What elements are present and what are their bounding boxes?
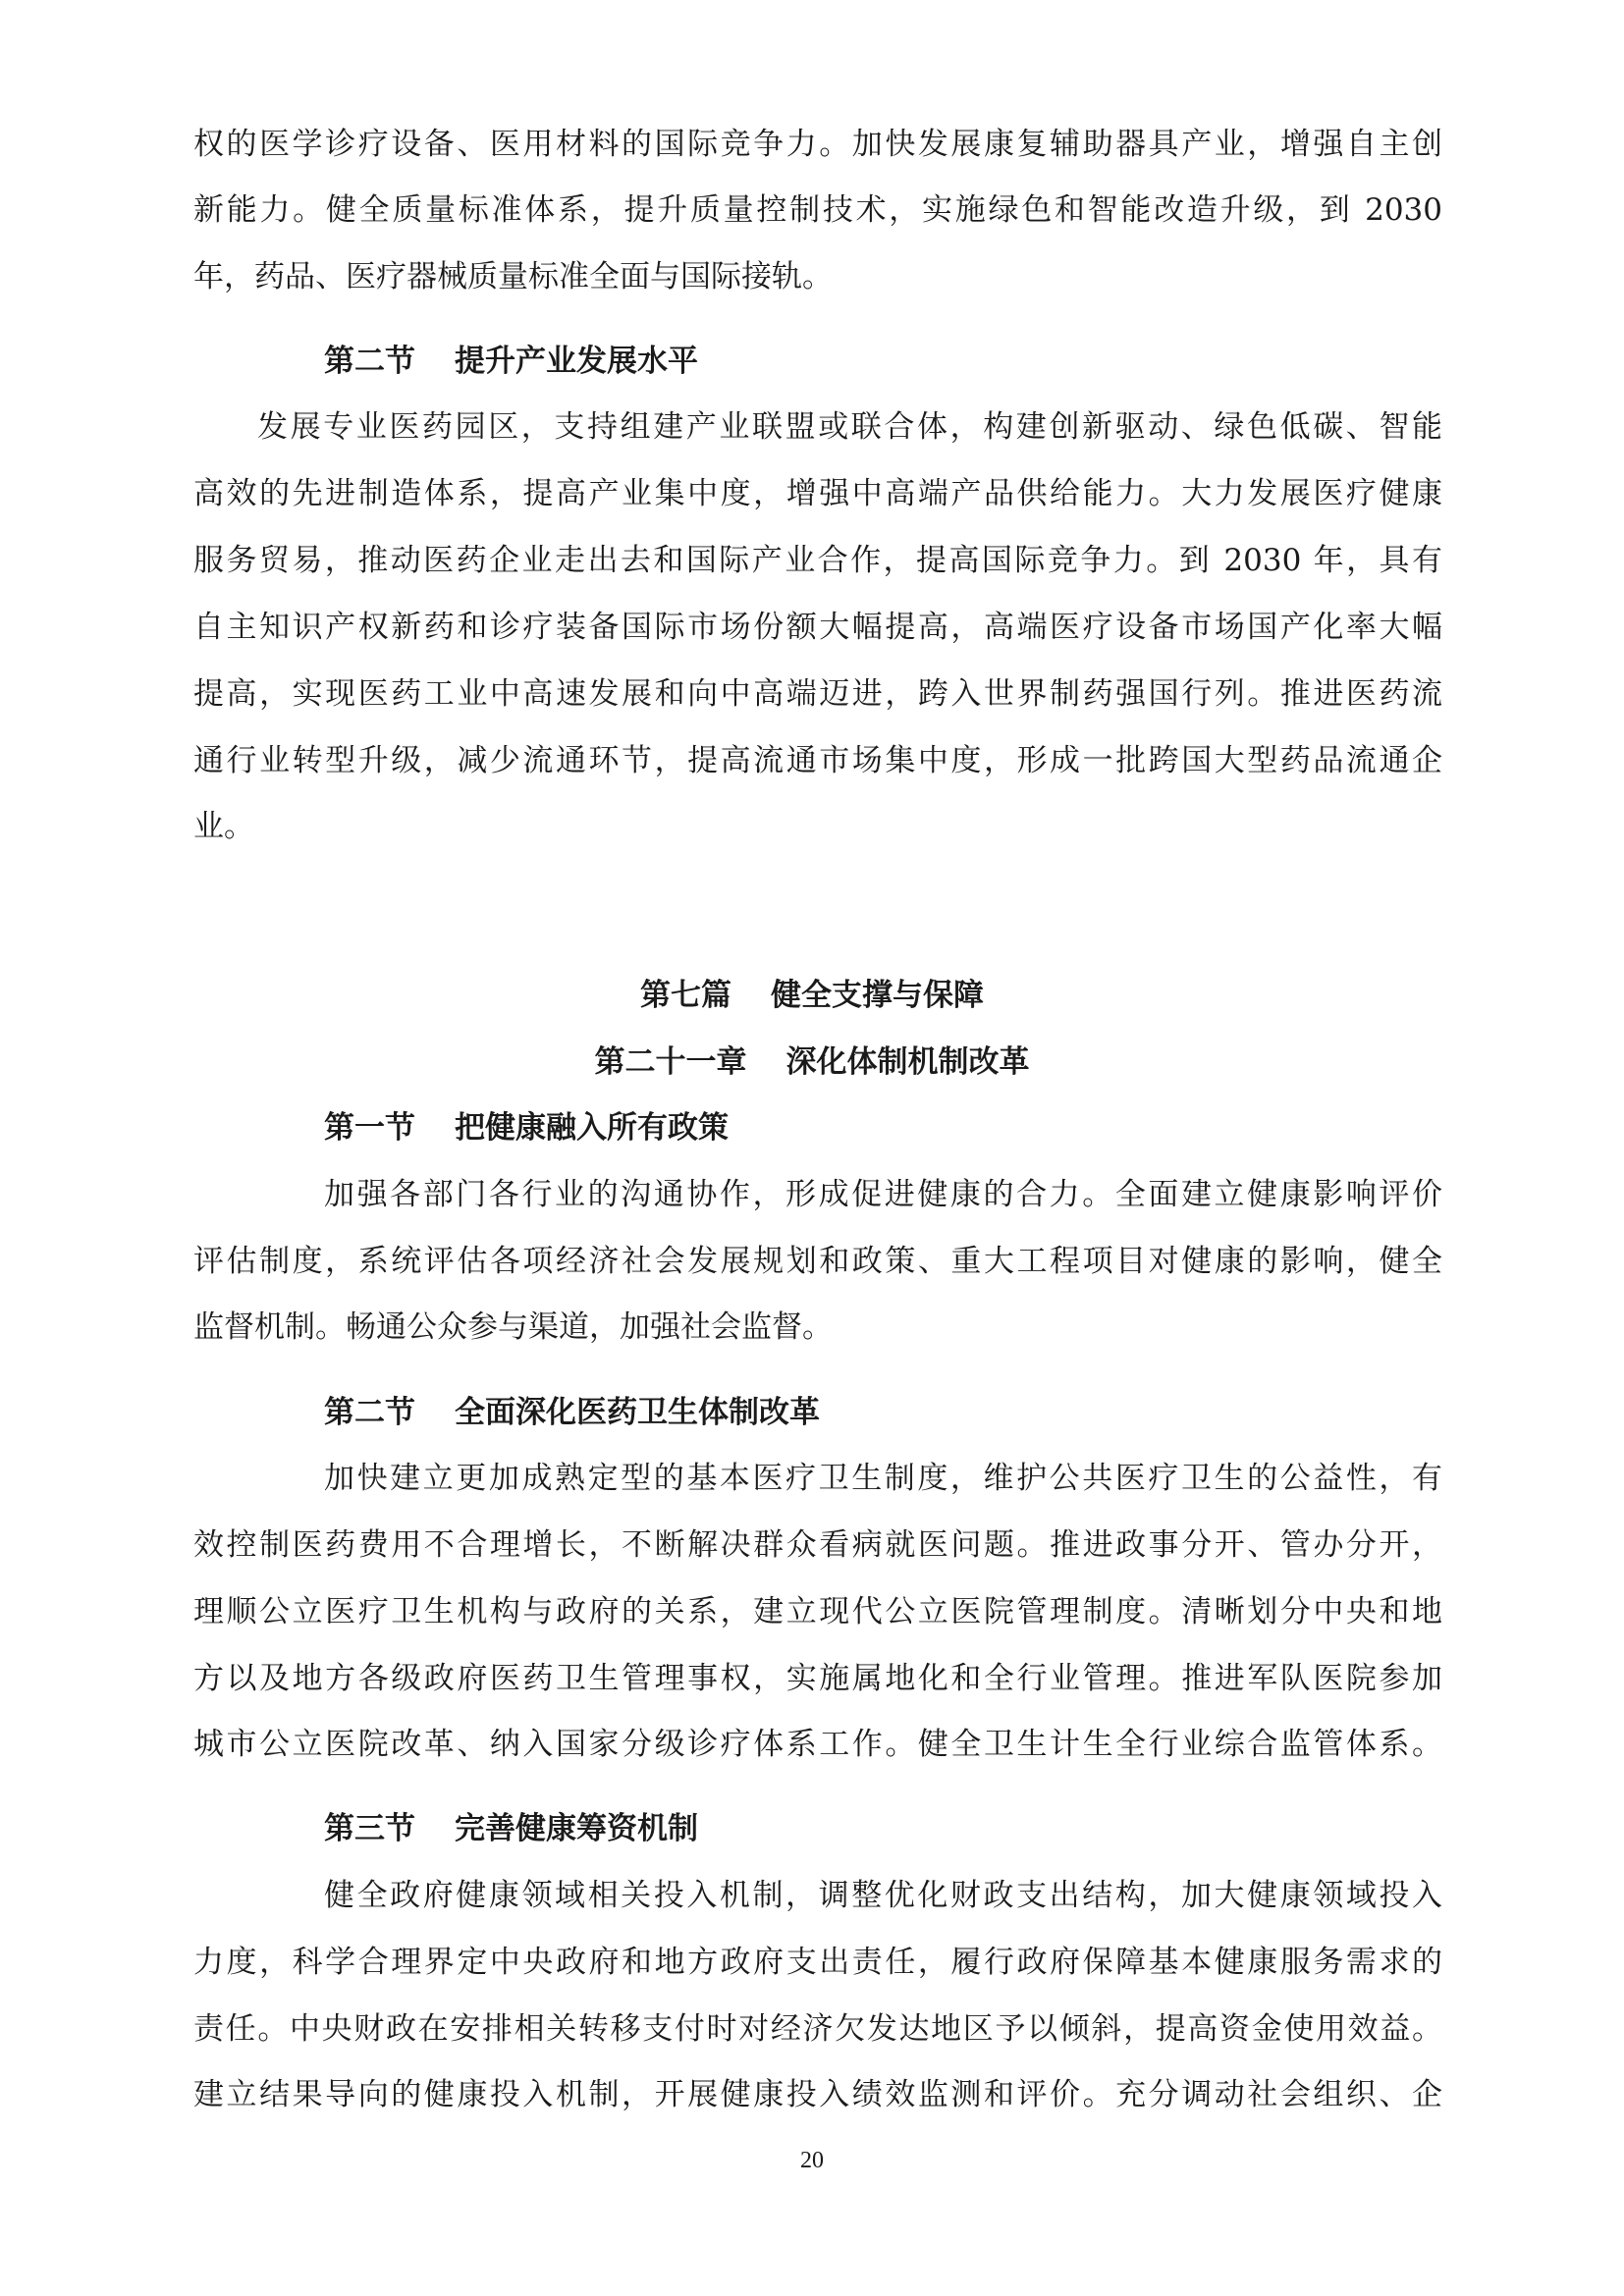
paragraph-line: 力度，科学合理界定中央政府和地方政府支出责任，履行政府保障基本健康服务需求的 [193, 1945, 1442, 1980]
paragraph-line: 权的医学诊疗设备、医用材料的国际竞争力。加快发展康复辅助器具产业，增强自主创 [193, 127, 1442, 162]
section-heading-reform [324, 1393, 820, 1432]
paragraph-line: 城市公立医院改革、纳入国家分级诊疗体系工作。健全卫生计生全行业综合监管体系。 [193, 1727, 1442, 1762]
paragraph-line: 加强各部门各行业的沟通协作，形成促进健康的合力。全面建立健康影响评价 [324, 1177, 1442, 1212]
section-heading-industry [324, 342, 698, 381]
paragraph-line: 业。 [193, 809, 254, 844]
section-number: 第一节 [324, 1110, 415, 1146]
paragraph-line: 年，药品、医疗器械质量标准全面与国际接轨。 [193, 259, 833, 294]
page-number: 20 [800, 2148, 824, 2173]
section-title: 提升产业发展水平 [455, 344, 698, 379]
paragraph-line: 方以及地方各级政府医药卫生管理事权，实施属地化和全行业管理。推进军队医院参加 [193, 1661, 1442, 1696]
paragraph-line: 提高，实现医药工业中高速发展和向中高端迈进，跨入世界制药强国行列。推进医药流 [193, 676, 1442, 712]
chapter-title: 深化体制机制改革 [785, 1044, 1030, 1080]
paragraph-line: 自主知识产权新药和诊疗装备国际市场份额大幅提高，高端医疗设备市场国产化率大幅 [193, 610, 1442, 645]
section-heading-funding [324, 1809, 698, 1848]
section-title: 把健康融入所有政策 [455, 1110, 729, 1146]
chapter-number: 第二十一章 [594, 1044, 747, 1080]
section-number: 第二节 [324, 1395, 415, 1430]
paragraph-line: 服务贸易，推动医药企业走出去和国际产业合作，提高国际竞争力。到 2030 年，具有 [193, 543, 1442, 578]
paragraph-line: 理顺公立医疗卫生机构与政府的关系，建立现代公立医院管理制度。清晰划分中央和地 [193, 1594, 1442, 1629]
chapter-heading [0, 1042, 1624, 1082]
section-number: 第三节 [324, 1811, 415, 1846]
section-title: 完善健康筹资机制 [455, 1811, 698, 1846]
paragraph-line: 评估制度，系统评估各项经济社会发展规划和政策、重大工程项目对健康的影响，健全 [193, 1244, 1442, 1279]
section-number: 第二节 [324, 344, 415, 379]
paragraph-line: 新能力。健全质量标准体系，提升质量控制技术，实施绿色和智能改造升级，到 2030 [193, 192, 1442, 228]
part-title: 健全支撑与保障 [771, 978, 984, 1013]
paragraph-line: 效控制医药费用不合理增长，不断解决群众看病就医问题。推进政事分开、管办分开， [193, 1527, 1442, 1563]
paragraph-line: 通行业转型升级，减少流通环节，提高流通市场集中度，形成一批跨国大型药品流通企 [193, 743, 1442, 778]
section-heading-policy [324, 1108, 729, 1148]
paragraph-line: 加快建立更加成熟定型的基本医疗卫生制度，维护公共医疗卫生的公益性，有 [324, 1461, 1442, 1496]
paragraph-line: 健全政府健康领域相关投入机制，调整优化财政支出结构，加大健康领域投入 [324, 1878, 1442, 1913]
paragraph-line: 责任。中央财政在安排相关转移支付时对经济欠发达地区予以倾斜，提高资金使用效益。 [193, 2011, 1442, 2047]
part-heading [0, 976, 1624, 1015]
part-number: 第七篇 [640, 978, 731, 1013]
paragraph-line: 发展专业医药园区，支持组建产业联盟或联合体，构建创新驱动、绿色低碳、智能 [257, 409, 1442, 445]
paragraph-line: 建立结果导向的健康投入机制，开展健康投入绩效监测和评价。充分调动社会组织、企 [193, 2077, 1442, 2112]
section-title: 全面深化医药卫生体制改革 [455, 1395, 820, 1430]
paragraph-line: 高效的先进制造体系，提高产业集中度，增强中高端产品供给能力。大力发展医疗健康 [193, 476, 1442, 511]
paragraph-line: 监督机制。畅通公众参与渠道，加强社会监督。 [193, 1309, 833, 1345]
